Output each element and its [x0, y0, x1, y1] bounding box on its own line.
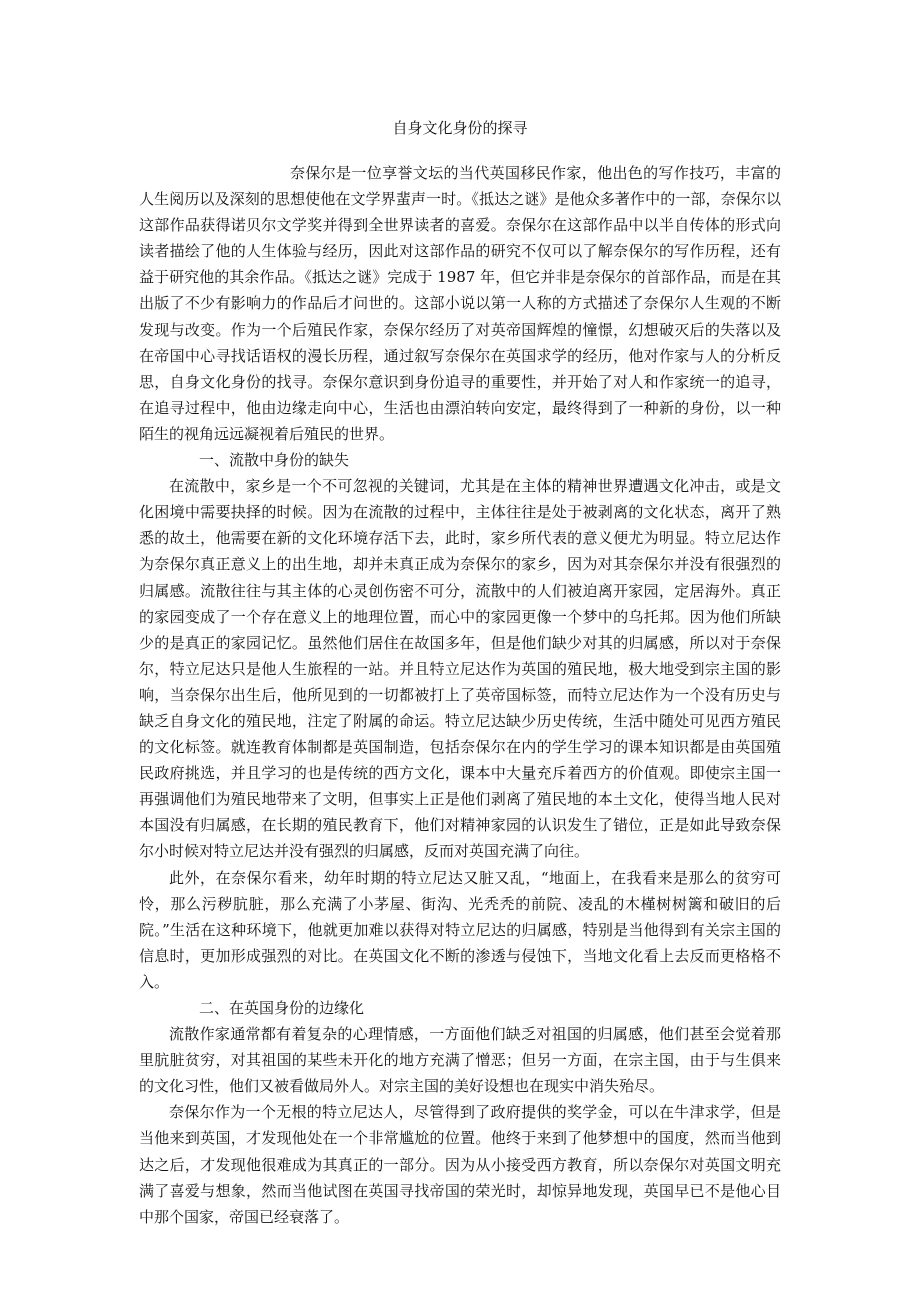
section-heading-1: 一、流散中身份的缺失	[199, 451, 350, 470]
section-2-paragraph-2: 奈保尔作为一个无根的特立尼达人，尽管得到了政府提供的奖学金，可以在牛津求学，但是当他来到英国，才发现他处在一个非常尴尬的位置。他终于来到了他梦想中的国度，然而当他到达之后，才发现他很难成为其真正的一部分。因为从小接受西方教育，所以奈保尔对英国文明充满了喜爱与想象，然而当他试图在英国寻找帝国的荣光时，却惊异地发现，英国早已不是他心目中那个国家，帝国已经衰落了。	[139, 1103, 781, 1226]
intro-paragraph: 奈保尔是一位享誉文坛的当代英国移民作家，他出色的写作技巧，丰富的人生阅历以及深刻的思想使他在文学界蜚声一时。《抵达之谜》是他众多著作中的一部，奈保尔以这部作品获得诺贝尔文学奖并得到全世界读者的喜爱。奈保尔在这部作品中以半自传体的形式向读者描绘了他的人生体验与经历，因此对这部作品的研究不仅可以了解奈保尔的写作历程，还有益于研究他的其余作品。《抵达之谜》完成于 1987 年，但它并非是奈保尔的首部作品，而是在其出版了不少有影响力的作品后才问世的。这部小说以第一人称的方式描述了奈保尔人生观的不断发现与改变。作为一个后殖民作家，奈保尔经历了对英帝国辉煌的憧憬，幻想破灭后的失落以及在帝国中心寻找话语权的漫长历程，通过叙写奈保尔在英国求学的经历，他对作家与人的分析反思，自身文化身份的找寻。奈保尔意识到身份追寻的重要性，并开始了对人和作家统一的追寻，在追寻过程中，他由边缘走向中心，生活也由漂泊转向安定，最终得到了一种新的身份，以一种陌生的视角远远凝视着后殖民的世界。	[139, 164, 781, 443]
section-1-paragraph-2: 此外，在奈保尔看来，幼年时期的特立尼达又脏又乱，“地面上，在我看来是那么的贫穷可怜，那么污秽肮脏，那么充满了小茅屋、街沟、光秃秃的前院、凌乱的木槿树树篱和破旧的后院。”生活在这种环境下，他就更加难以获得对特立尼达的归属感，特别是当他得到有关宗主国的信息时，更加形成强烈的对比。在英国文化不断的渗透与侵蚀下，当地文化看上去反而更格格不入。	[139, 868, 781, 991]
section-2-paragraph-1: 流散作家通常都有着复杂的心理情感，一方面他们缺乏对祖国的归属感，他们甚至会觉着那里肮脏贫穷，对其祖国的某些未开化的地方充满了憎恶；但另一方面，在宗主国，由于与生俱来的文化习性，他们又被看做局外人。对宗主国的美好设想也在现实中消失殆尽。	[139, 1025, 781, 1096]
document-body	[139, 160, 781, 1230]
section-1-paragraph-1: 在流散中，家乡是一个不可忽视的关键词，尤其是在主体的精神世界遭遇文化冲击，或是文化困境中需要抉择的时候。因为在流散的过程中，主体往往是处于被剥离的文化状态，离开了熟悉的故土，他需要在新的文化环境存活下去，此时，家乡所代表的意义便尤为明显。特立尼达作为奈保尔真正意义上的出生地，却并未真正成为奈保尔的家乡，因为对其奈保尔并没有很强烈的归属感。流散往往与其主体的心灵创伤密不可分，流散中的人们被迫离开家园，定居海外。真正的家园变成了一个存在意义上的地理位置，而心中的家园更像一个梦中的乌托邦。因为他们所缺少的是真正的家园记忆。虽然他们居住在故国多年，但是他们缺少对其的归属感，所以对于奈保尔，特立尼达只是他人生旅程的一站。并且特立尼达作为英国的殖民地，极大地受到宗主国的影响，当奈保尔出生后，他所见到的一切都被打上了英帝国标签，而特立尼达作为一个没有历史与缺乏自身文化的殖民地，注定了附属的命运。特立尼达缺少历史传统，生活中随处可见西方殖民的文化标签。就连教育体制都是英国制造，包括奈保尔在内的学生学习的课本知识都是由英国殖民政府挑选，并且学习的也是传统的西方文化，课本中大量充斥着西方的价值观。即使宗主国一再强调他们为殖民地带来了文明，但事实上正是他们剥离了殖民地的本土文化，使得当地人民对本国没有归属感，在长期的殖民教育下，他们对精神家园的认识发生了错位，正是如此导致奈保尔小时候对特立尼达并没有强烈的归属感，反而对英国充满了向往。	[139, 477, 781, 861]
document-title: 自身文化身份的探寻	[392, 119, 528, 137]
section-heading-2: 二、在英国身份的边缘化	[199, 999, 365, 1017]
